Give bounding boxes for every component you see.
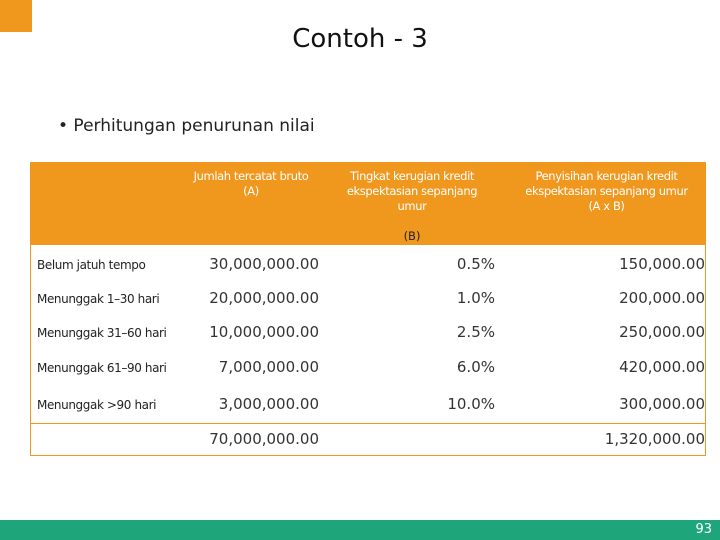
table-row	[31, 284, 705, 318]
row-label: Menunggak 31–60 hari	[37, 326, 167, 340]
header-col-b-sub: (B)	[403, 229, 421, 243]
cell-loss-rate: 0.5%	[456, 255, 495, 273]
cell-allowance: 300,000.00	[619, 395, 705, 413]
cell-allowance: 200,000.00	[619, 289, 705, 307]
row-label: Menunggak 61–90 hari	[37, 361, 167, 375]
impairment-table	[30, 162, 706, 456]
cell-allowance: 420,000.00	[619, 358, 705, 376]
slide-title: Contoh - 3	[292, 24, 428, 54]
header-col-a: Jumlah tercatat bruto (A)	[193, 169, 309, 198]
bullet-point: • Perhitungan penurunan nilai	[58, 116, 315, 136]
row-label: Menunggak 1–30 hari	[37, 292, 160, 306]
cell-allowance: 150,000.00	[619, 255, 705, 273]
cell-gross-amount: 20,000,000.00	[209, 289, 319, 307]
table-row	[31, 352, 705, 386]
cell-loss-rate: 6.0%	[456, 358, 495, 376]
cell-loss-rate: 10.0%	[447, 395, 495, 413]
cell-loss-rate: 1.0%	[456, 289, 495, 307]
table-row	[31, 386, 705, 420]
table-row	[31, 250, 705, 284]
header-col-b: Tingkat kerugian kredit ekspektasian sepanjang umur	[346, 169, 478, 213]
total-gross-amount: 70,000,000.00	[209, 430, 319, 448]
row-label: Belum jatuh tempo	[37, 258, 146, 272]
cell-gross-amount: 30,000,000.00	[209, 255, 319, 273]
total-allowance: 1,320,000.00	[604, 430, 705, 448]
page-number: 93	[695, 522, 712, 537]
cell-gross-amount: 3,000,000.00	[218, 395, 319, 413]
cell-gross-amount: 10,000,000.00	[209, 323, 319, 341]
cell-allowance: 250,000.00	[619, 323, 705, 341]
row-label: Menunggak >90 hari	[37, 398, 157, 412]
header-col-c: Penyisihan kerugian kredit ekspektasian sepanjang umur (A x B)	[525, 169, 688, 213]
total-row	[31, 423, 705, 456]
cell-gross-amount: 7,000,000.00	[218, 358, 319, 376]
footer-bar	[0, 520, 720, 540]
cell-loss-rate: 2.5%	[456, 323, 495, 341]
table-row	[31, 318, 705, 352]
